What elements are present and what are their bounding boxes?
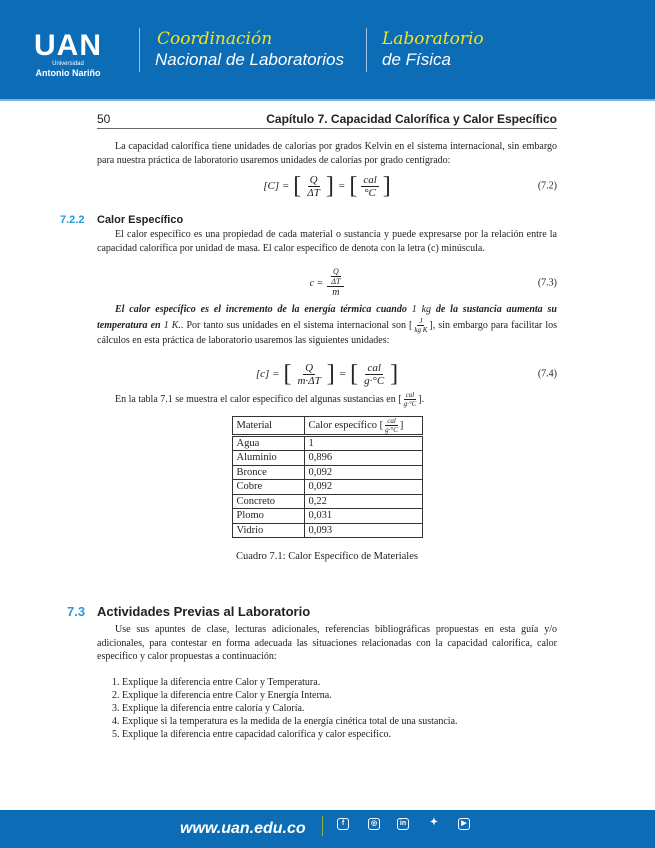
eq-den: m·ΔT bbox=[297, 374, 321, 387]
value-cell: 0,031 bbox=[304, 509, 422, 524]
math-text: 1 K. bbox=[160, 319, 181, 331]
material-cell: Plomo bbox=[232, 509, 304, 524]
divider bbox=[322, 816, 323, 836]
equation-number: (7.4) bbox=[537, 368, 557, 380]
table-header-row bbox=[232, 417, 422, 436]
bold-text: de la sustancia aumenta su temperatura en bbox=[97, 304, 557, 331]
material-cell: Bronce bbox=[232, 465, 304, 480]
value-cell: 0,092 bbox=[304, 480, 422, 495]
definition-paragraph: El calor específico es el incremento de la energía térmica cuando 1 kg de la sustancia aumenta su temperatura en 1 K.. Por tanto sus unidades en el sistema internacional son [ $\frac{J}{\text{kg K}}$ ], sin embargo para facilitar los cálculos en esta práctica de laboratorio usaremos las siguientes unidades: bbox=[97, 304, 557, 346]
website-link[interactable]: www.uan.edu.co bbox=[180, 820, 306, 837]
unit-den: kg K bbox=[414, 325, 428, 334]
table-row bbox=[232, 494, 422, 509]
eq-num: Q bbox=[305, 361, 314, 374]
page-header bbox=[0, 0, 655, 101]
linkedin-icon[interactable]: in bbox=[397, 818, 409, 830]
page-content bbox=[60, 140, 557, 741]
eq-den: g·°C bbox=[364, 374, 385, 387]
unit-den: g·°C bbox=[403, 400, 417, 408]
facebook-icon[interactable]: f bbox=[337, 818, 349, 830]
section-title: Actividades Previas al Laboratorio bbox=[97, 604, 311, 619]
material-cell: Aluminio bbox=[232, 451, 304, 466]
page-number: 50 bbox=[97, 112, 111, 126]
equation-7-3 bbox=[97, 267, 557, 299]
table-row bbox=[232, 436, 422, 451]
section-title: Calor Específico bbox=[97, 214, 184, 226]
column-header: Material bbox=[232, 417, 304, 436]
material-cell: Concreto bbox=[232, 494, 304, 509]
list-item: 3. Explique la diferencia entre caloría y Caloría. bbox=[112, 702, 305, 714]
logo-sub: Universidad bbox=[52, 61, 84, 67]
intro-paragraph: La capacidad calorífica tiene unidades de calorías por grados Kelvin en el sistema internacional, sin embargo para nuestra práctica de laboratorio usaremos unidades de calorías por grado centígrado: bbox=[97, 141, 557, 166]
text: , sin embargo para facilitar los cálculos en esta práctica de laboratorio usaremos las siguientes unidades: bbox=[97, 319, 557, 346]
logo-main: UAN bbox=[34, 29, 102, 62]
section-paragraph: Use sus apuntes de clase, lecturas adicionales, referencias bibliográficas propuestas en esta guía y/o adicionales, para contestar en forma adecuada las situaciones relacionadas con la capacidad calorífica, calor especifico y calor propuestas a continuación: bbox=[97, 624, 557, 662]
value-cell: 1 bbox=[304, 436, 422, 451]
lab-title: Laboratorio bbox=[382, 29, 484, 49]
table-row bbox=[232, 480, 422, 495]
material-cell: Agua bbox=[232, 436, 304, 451]
unit-num: cal bbox=[405, 391, 415, 399]
eq-num: Q bbox=[309, 173, 318, 186]
unit-num: J bbox=[419, 316, 423, 325]
section-number: 7.2.2 bbox=[60, 214, 85, 226]
material-cell: Vidrio bbox=[232, 523, 304, 538]
uan-logo bbox=[34, 29, 102, 79]
section-7-3-heading bbox=[67, 603, 557, 620]
chapter-title: Capítulo 7. Capacidad Calorífica y Calor Específico bbox=[266, 112, 557, 126]
specific-heat-table bbox=[232, 416, 423, 538]
divider bbox=[366, 28, 367, 72]
list-item: 4. Explique si la temperatura es la medida de la energía cinética total de una sustancia. bbox=[112, 715, 458, 727]
bold-text: El calor específico es el incremento de la energía térmica cuando bbox=[115, 304, 407, 315]
section-paragraph: El calor específico es una propiedad de cada material o sustancia y puede expresarse por la relación entre la capacidad calorífica por unidad de masa. El calor específico de denota con la letra (c) minúscula. bbox=[97, 229, 557, 254]
eq-num: cal bbox=[363, 173, 377, 186]
math-text: 1 kg bbox=[406, 304, 436, 315]
eq-den: m bbox=[332, 287, 340, 298]
eq-num: Q bbox=[332, 267, 339, 276]
activities-list bbox=[97, 676, 557, 741]
instagram-icon[interactable]: ◎ bbox=[368, 818, 380, 830]
text: . Por tanto sus unidades en el sistema internacional son bbox=[180, 319, 406, 331]
eq-lhs: c = bbox=[309, 277, 324, 289]
logo-name: Antonio Nariño bbox=[35, 68, 101, 78]
eq-den: °C bbox=[364, 186, 376, 199]
equation-number: (7.2) bbox=[537, 180, 557, 192]
list-item: 2. Explique la diferencia entre Calor y Energía Interna. bbox=[112, 689, 332, 701]
divider bbox=[139, 28, 140, 72]
equation-number: (7.3) bbox=[537, 277, 557, 289]
value-cell: 0,093 bbox=[304, 523, 422, 538]
lab-subtitle: de Física bbox=[382, 50, 451, 69]
coord-subtitle: Nacional de Laboratorios bbox=[155, 50, 345, 69]
eq-den: ΔT bbox=[331, 277, 341, 286]
running-head bbox=[97, 111, 557, 129]
header-text: Calor específico bbox=[308, 419, 378, 431]
equation-7-2: [C] = [ $\frac{Q}{\Delta T}$ ] = [ $\frac{\text{cal}}{^\circ C}$ ] (7.2) bbox=[263, 173, 557, 199]
eq-num: cal bbox=[367, 361, 381, 374]
table-row bbox=[232, 451, 422, 466]
unit-num: cal bbox=[387, 417, 396, 425]
eq-sign: = bbox=[337, 180, 346, 192]
value-cell: 0,896 bbox=[304, 451, 422, 466]
material-cell: Cobre bbox=[232, 480, 304, 495]
page-footer bbox=[0, 810, 655, 848]
list-item: 1. Explique la diferencia entre Calor y Temperatura. bbox=[112, 676, 321, 688]
value-cell: 0,22 bbox=[304, 494, 422, 509]
table-intro: En la tabla 7.1 se muestra el calor específico del algunas sustancias en [ $\frac{\text{cal}}{g\cdot^\circ C}$ ]. bbox=[115, 391, 425, 408]
section-7-2-2-heading bbox=[60, 213, 557, 228]
section-number: 7.3 bbox=[67, 604, 86, 619]
table-row bbox=[232, 465, 422, 480]
eq-lhs: [C] = bbox=[263, 180, 290, 192]
table-row bbox=[232, 523, 422, 538]
column-header: Calor específico [ $\frac{\text{cal}}{g\cdot^\circ C}$ ] bbox=[304, 417, 422, 436]
list-item: 5. Explique la diferencia entre capacidad calorífica y calor especifico. bbox=[112, 728, 392, 740]
unit-den: g·°C bbox=[385, 426, 398, 434]
equation-7-4: [c] = [ $\frac{Q}{m\cdot\Delta T}$ ] = [ $\frac{\text{cal}}{g\cdot^\circ C}$ ] (7.4) bbox=[255, 361, 557, 387]
eq-lhs: [c] = bbox=[255, 368, 280, 380]
youtube-icon[interactable]: ▶ bbox=[458, 818, 470, 830]
eq-den: ΔT bbox=[307, 186, 320, 199]
text: En la tabla 7.1 se muestra el calor específico del algunas sustancias en bbox=[115, 393, 396, 405]
value-cell: 0,092 bbox=[304, 465, 422, 480]
table-row bbox=[232, 509, 422, 524]
twitter-icon[interactable]: ✦ bbox=[429, 817, 439, 828]
table-caption: Cuadro 7.1: Calor Específico de Materiales bbox=[236, 551, 418, 562]
coord-title: Coordinación bbox=[157, 29, 273, 49]
eq-sign: = bbox=[338, 368, 347, 380]
